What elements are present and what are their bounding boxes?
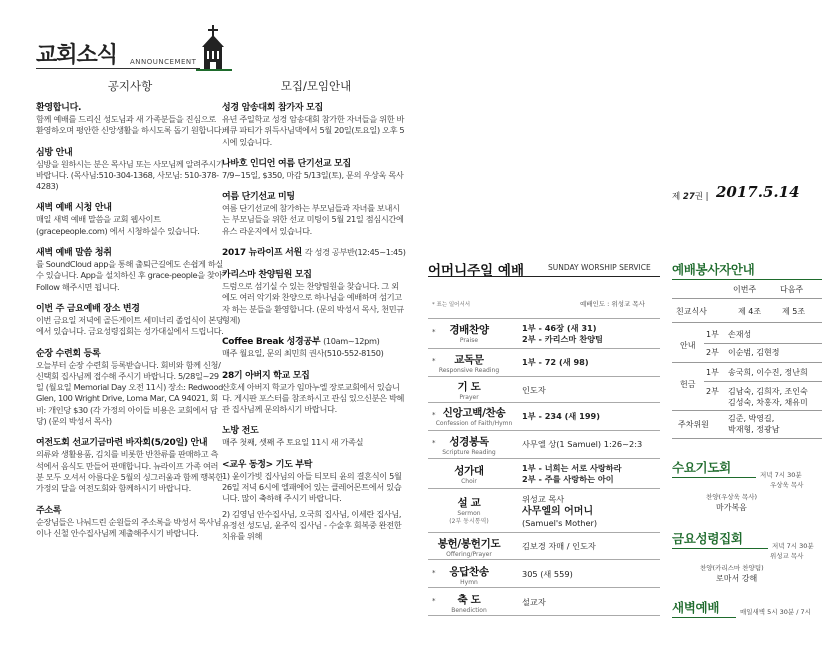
header-rule [36, 68, 200, 69]
stand-mark: * [432, 439, 436, 447]
friday-praise: 찬양(카리스마 찬양팀) [700, 564, 764, 572]
wednesday-praise: 찬양(우상욱 목사) [706, 493, 758, 501]
recruit-body: 1) 윤이가빗 집사님의 아들 티모티 윤의 결혼식이 5월 26일 저녁 6시에 엘패에어 있는 클레어몬트에서 있습니다. 많이 축하해 주시기 바랍니다. [222, 470, 402, 504]
recruit-head: 카리스마 찬양팀원 모집 [222, 270, 312, 281]
recruit-item [222, 509, 406, 543]
order-detail: (Samuel's Mother) [522, 518, 598, 528]
recruit-item [222, 459, 406, 505]
order-name: 신앙고백/찬송 [442, 407, 506, 419]
recruit-body: 7/9~15일, $350, 마감 5/13일(토), 문의 우상욱 목사 [222, 169, 404, 180]
notice-item [36, 348, 224, 428]
order-detail: 305 (새 559) [522, 569, 573, 579]
order-detail: 설교자 [522, 597, 546, 607]
recruit-body: 드럼으로 섬기실 수 있는 찬양팀원을 찾습니다. 그 외에도 여러 악기와 찬양으로 하나님을 예배하며 섬기고자 하는 분들을 환영합니다. (문의 박성서 목사, 천민규 형제) [222, 281, 404, 325]
bulletin-date: 2017.5.14 [716, 183, 800, 201]
notice-body: 심방을 원하시는 분은 목사님 또는 사모님께 알려주시기 바랍니다. (목사님:510-304-1368, 사모님: 510-378-4283) [36, 158, 224, 192]
volunteer-this-value: 손재성 [728, 330, 752, 339]
worship-row [428, 348, 660, 376]
volunteer-sub: 2부 [706, 348, 719, 357]
dawn-time: 매일새벽 5시 30분 / 7시 [740, 608, 811, 616]
volunteer-this-value: 김성숙, 차홍자, 채유미 [728, 398, 808, 407]
volunteer-this-value: 송국희, 이수진, 정난희 [728, 368, 808, 377]
volunteer-this-value: 김남숙, 김희자, 조인숙 [728, 387, 808, 396]
recruit-item [222, 425, 406, 448]
order-en: Offering/Prayer [446, 551, 492, 558]
worship-row [428, 376, 660, 402]
church-icon [196, 25, 232, 73]
recruit-body: 매주 첫째, 셋째 주 토요일 11시 새 가족실 [222, 437, 364, 448]
volunteer-label: 친교식사 [676, 307, 707, 316]
volunteer-next-week: 다음주 [780, 285, 804, 294]
notice-list [36, 102, 224, 549]
order-name: 교독문 [454, 354, 484, 366]
worship-title-rule [428, 276, 660, 277]
volunteer-title-rule [672, 279, 822, 280]
recruit-body: 매주 월요일, 문의 최민희 권사(510-552-8150) [222, 348, 384, 359]
notice-item [36, 437, 224, 494]
volunteer-this-value: 김준, 박영길, [728, 414, 775, 423]
order-en: Prayer [459, 394, 479, 401]
recruit-item [222, 247, 406, 259]
recruit-body: 여름 단기선교에 참가하는 부모님들과 자녀를 보내시는 부모님들을 위한 선교 미팅이 5월 21일 점심시간에 유스 라운지에서 있습니다. [222, 203, 404, 236]
recruit-item [222, 102, 406, 148]
notice-section-title: 공지사항 [107, 79, 153, 93]
notice-body: 이번 금요일 저녁에 골든게이트 세미너리 졸업식이 본당에서 있습니다. 금요성령집회는 성가대실에서 드립니다. [36, 314, 224, 337]
wednesday-title: 수요기도회 [672, 460, 731, 475]
order-en: Choir [461, 478, 477, 485]
friday-title: 금요성령집회 [672, 531, 743, 546]
worship-row [428, 559, 660, 587]
stand-mark: * [432, 597, 436, 605]
notice-body: 함께 예배를 드리신 성도님과 새 가족분들을 진심으로 환영하오며 평안한 신앙생활을 하시도록 돕기 원합니다. [36, 114, 224, 136]
notice-head: 심방 안내 [36, 147, 73, 158]
order-detail: 2부 - 주를 사랑하는 아이 [522, 474, 614, 484]
recruit-head-text: 2017 뉴라이프 서원 [222, 248, 302, 259]
page-header-subtitle: ANNOUNCEMENT [130, 58, 197, 66]
worship-note-right: 예배인도 : 위성교 목사 [580, 300, 645, 308]
wednesday-time: 저녁 7시 30분 [760, 471, 802, 479]
recruit-head-extra: 각 성경 공부반(12:45~1:45) [304, 247, 406, 258]
recruit-item [222, 158, 406, 181]
recruit-list [222, 102, 406, 553]
volunteer-sub: 1부 [706, 368, 719, 377]
order-en: Confession of Faith/Hymn [435, 420, 513, 427]
recruit-head: 나바호 인디언 여름 단기선교 모집 [222, 158, 351, 169]
notice-head: 순장 수련회 등록 [36, 348, 101, 359]
wednesday-rule [672, 477, 756, 478]
volunteer-rule [672, 438, 822, 439]
recruit-head [222, 336, 406, 348]
order-detail: 김보경 자매 / 인도자 [522, 541, 596, 551]
worship-row [428, 430, 660, 458]
recruit-item [222, 336, 406, 359]
order-en: Responsive Reading [438, 367, 500, 374]
wednesday-text: 마가복음 [716, 503, 747, 512]
worship-bottom-rule [428, 615, 660, 616]
order-name: 기 도 [457, 381, 481, 393]
order-en: Benediction [451, 607, 487, 614]
order-detail: 2부 - 카리스마 찬양팀 [522, 334, 603, 344]
page-header-title: 교회소식 [36, 43, 118, 68]
recruit-item [222, 269, 406, 326]
volunteer-this-week: 이번주 [733, 285, 757, 294]
order-detail: 1부 - 46장 (새 31) [522, 323, 597, 333]
order-detail: 사무엘 상(1 Samuel) 1:26~2:3 [522, 439, 643, 449]
volunteer-label: 안내 [680, 341, 696, 350]
recruit-body: 2) 김영님 안수집사님, 오국희 집사님, 이세란 집사님, 유정선 성도님, 윤주익 집사님 - 수술후 회복중 완전한 치유를 위해 [222, 508, 402, 542]
friday-text: 로마서 강해 [716, 574, 758, 583]
volunteer-rule [704, 343, 822, 344]
recruit-body: 유년 주일학교 성경 암송대회 참가한 자녀들을 위한 바베큐 파티가 위득사님댁에서 5월 20일(토요일) 오후 5시에 있습니다. [222, 114, 405, 147]
recruit-head: 노방 전도 [222, 426, 259, 437]
notice-head: 주소록 [36, 505, 62, 516]
order-name: 성경봉독 [449, 436, 489, 448]
volunteer-rule [672, 410, 822, 411]
recruit-head: 28기 아버지 학교 모집 [222, 370, 310, 381]
recruit-head: <교우 동정> 기도 부탁 [222, 459, 313, 470]
notice-item [36, 505, 224, 540]
worship-title: 어머니주일 예배 [428, 263, 524, 279]
notice-head: 여전도회 선교기금마련 바자회(5/20일) 안내 [36, 438, 208, 449]
order-en-note: (2부 동시통역) [449, 518, 489, 525]
volume-suffix: 권 [694, 192, 703, 202]
notice-body: 순장님들은 나눠드린 순원들의 주소록을 박성서 목사님이나 신철 안수집사님께 제출해주시기 바랍니다. [36, 516, 222, 538]
order-detail: 1부 - 234 (새 199) [522, 411, 600, 421]
dawn-rule [672, 617, 736, 618]
recruit-head: 여름 단기선교 미팅 [222, 192, 295, 203]
friday-leader: 위성교 목사 [770, 552, 804, 560]
dawn-title: 새벽예배 [672, 600, 720, 615]
volume-number: 제 27권 | [672, 192, 709, 202]
order-detail: 위성교 목사 [522, 494, 565, 504]
notice-item [36, 202, 224, 237]
volume-value: 27 [682, 192, 695, 202]
sermon-title: 사무엘의 어머니 [522, 506, 594, 517]
notice-head: 이번 주 금요예배 장소 변경 [36, 303, 140, 314]
volunteer-sub: 1부 [706, 330, 719, 339]
order-name: 경배찬양 [449, 324, 489, 336]
volunteer-title: 예배봉사자안내 [672, 262, 755, 277]
volunteer-this-value: 박재형, 정광남 [728, 425, 780, 434]
notice-item [36, 303, 224, 338]
friday-time: 저녁 7시 30분 [772, 542, 814, 550]
worship-row [428, 532, 660, 559]
recruit-head [222, 247, 406, 259]
worship-row [428, 458, 660, 488]
volunteer-this-value: 이순범, 김현정 [728, 348, 780, 357]
notice-body: 오늘부터 순장 수련회 등록받습니다. 회비와 함께 신청/신택회 집사님께 접수해 주시기 바랍니다. 5/28일~29일 (월요일 Memorial Day 오전 11시) 장소: Redwood Glen, 100 Wright Drive, Loma Mar, CA 94021, 회비: 개인당 $30 (각 가정의 아이들 비용은 교회에서 담당) (문의 박성서 목사) [36, 359, 223, 427]
notice-body: 를 SoundCloud app을 통해 출퇴근길에도 손쉽게 하실 수 있습니다. App을 설치하신 후 grace-people을 찾아 Follow 해주시면 됩니다. [36, 259, 223, 292]
wednesday-leader: 우상욱 목사 [770, 481, 804, 489]
order-detail: 인도자 [522, 385, 546, 395]
worship-row [428, 587, 660, 615]
worship-row [428, 488, 660, 532]
order-name: 봉헌/봉헌기도 [437, 538, 501, 550]
recruit-head-extra: (10am~12pm) [323, 336, 380, 347]
volume-prefix: 제 [672, 192, 681, 202]
notice-item [36, 247, 224, 293]
recruit-head-text: Coffee Break 성경공부 [222, 337, 321, 348]
order-en: Scripture Reading [442, 449, 496, 456]
worship-subtitle: SUNDAY WORSHIP SERVICE [548, 263, 651, 272]
volunteer-this-value: 제 4조 [738, 307, 762, 316]
order-name: 응답찬송 [449, 566, 489, 578]
notice-item [36, 147, 224, 193]
notice-head: 환영합니다. [36, 103, 82, 113]
notice-body: 의류와 생활용품, 김치를 비롯한 반찬류를 판매하고 측석에서 음식도 만들어 판매합니다. 뉴라이프 가족 여러분 모두 오셔서 아름다운 5월의 싱그러움과 함께 행복한 가정의 달을 여전도회와 함께하시기 바랍니다. [36, 449, 223, 494]
recruit-section-title: 모집/모임안내 [280, 79, 352, 93]
volunteer-label: 헌금 [680, 380, 696, 389]
order-name: 축 도 [457, 594, 481, 606]
volunteer-rule [672, 362, 822, 363]
order-detail: 1부 - 72 (새 98) [522, 357, 589, 367]
notice-item [36, 102, 224, 137]
order-detail: 1부 - 너희는 서로 사랑하라 [522, 463, 622, 473]
order-name: 설 교 [457, 497, 481, 509]
worship-row [428, 318, 660, 348]
recruit-item [222, 370, 406, 416]
volunteer-next-value: 제 5조 [782, 307, 806, 316]
volunteer-label: 주차위원 [678, 420, 709, 429]
notice-body: 매일 새벽 예배 말씀을 교회 웹사이트(gracepeople.com) 에서 시청하실수 있습니다. [36, 214, 200, 236]
volunteer-rule [672, 298, 822, 299]
order-en: Sermon [457, 510, 481, 517]
recruit-item [222, 191, 406, 237]
order-name: 성가대 [454, 465, 484, 477]
stand-mark: * [432, 328, 436, 336]
recruit-body: 산호세 아버지 학교가 임마누엘 장로교회에서 있습니다. 게시판 포스터를 참조하시고 관심 있으신분은 박혜관 집사님께 문의하시기 바랍니다. [222, 381, 405, 415]
order-en: Hymn [460, 579, 478, 586]
volunteer-rule [672, 322, 822, 323]
recruit-head: 성경 암송대회 참가자 모집 [222, 103, 323, 113]
volunteer-sub: 2부 [706, 387, 719, 396]
volunteer-rule [704, 381, 822, 382]
stand-mark: * [432, 569, 436, 577]
notice-head: 새벽 예배 말씀 청취 [36, 248, 112, 259]
order-en: Praise [459, 337, 479, 344]
stand-mark: * [432, 411, 436, 419]
notice-head: 새벽 예배 시청 안내 [36, 203, 112, 214]
friday-rule [672, 548, 768, 549]
stand-mark: * [432, 357, 436, 365]
worship-note-left: * 표는 일어서서 [432, 302, 471, 308]
worship-row [428, 402, 660, 430]
